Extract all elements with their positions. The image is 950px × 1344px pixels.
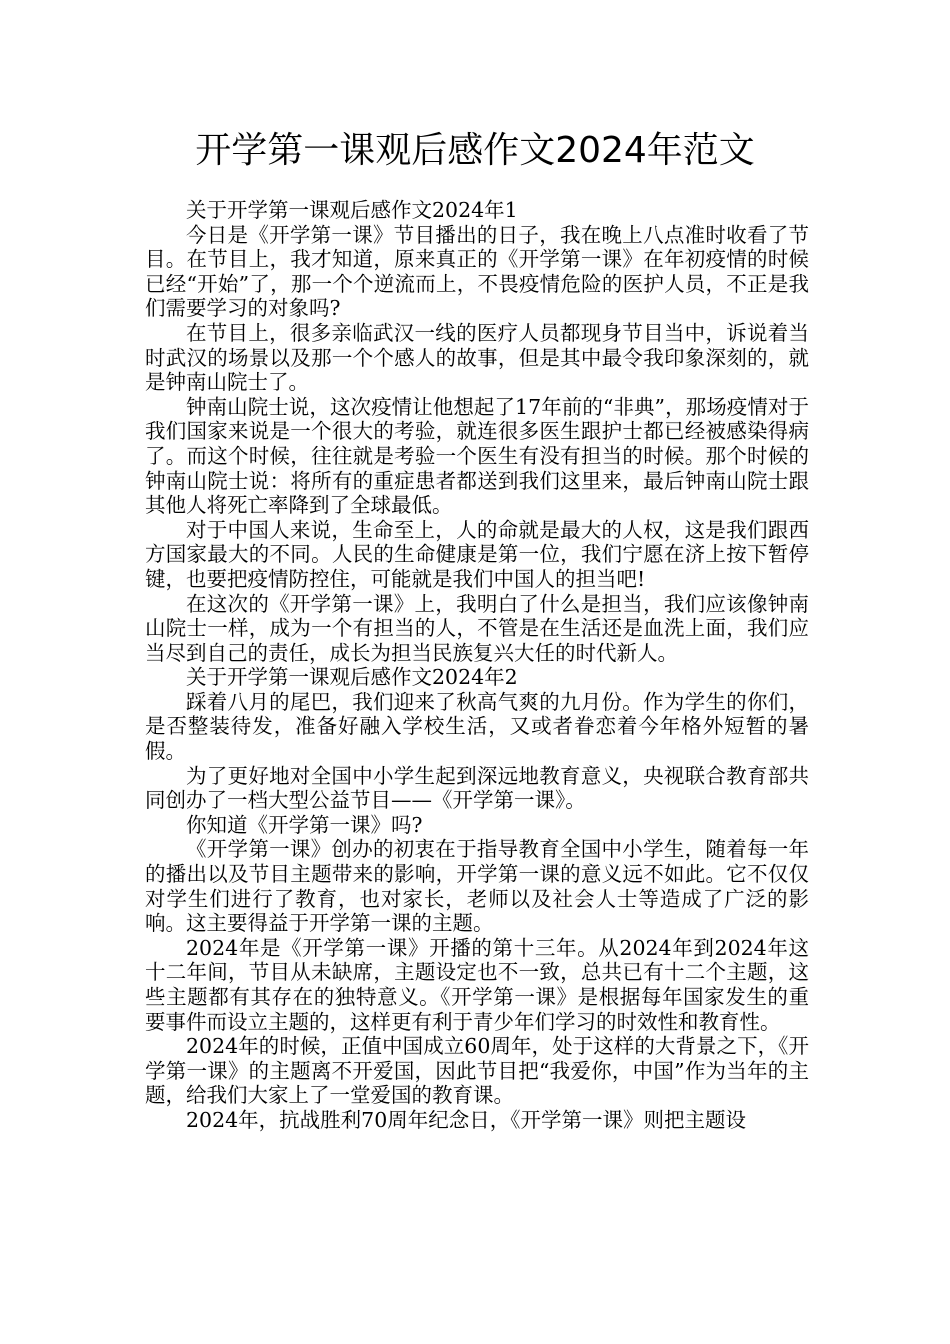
paragraph-section-heading-2: 关于开学第一课观后感作文2024年2 — [186, 665, 518, 690]
paragraph: 踩着八月的尾巴，我们迎来了秋高气爽的九月份。作为学生的你们，是否整装待发，准备好融入学校生活，又或者眷恋着今年格外短暂的暑假。 — [145, 689, 809, 764]
paragraph: 《开学第一课》创办的初衷在于指导教育全国中小学生，随着每一年的播出以及节目主题带来的影响，开学第一课的意义远不如此。它不仅仅对学生们进行了教育，也对家长，老师以及社会人士等造成了广泛的影响。这主要得益于开学第一课的主题。 — [145, 837, 809, 936]
paragraph: 今日是《开学第一课》节目播出的日子，我在晚上八点准时收看了节目。在节目上，我才知道，原来真正的《开学第一课》在年初疫情的时候已经“开始”了，那一个个逆流而上，不畏疫情危险的医护人员，不正是我们需要学习的对象吗? — [145, 222, 809, 321]
paragraph: 你知道《开学第一课》吗? — [186, 812, 423, 837]
paragraph: 钟南山院士说，这次疫情让他想起了17年前的“非典”，那场疫情对于我们国家来说是一个很大的考验，就连很多医生跟护士都已经被感染得病了。而这个时候，往往就是考验一个医生有没有担当的时候。那个时候的钟南山院士说：将所有的重症患者都送到我们这里来，最后钟南山院士跟其他人将死亡率降到了全球最低。 — [145, 394, 809, 518]
paragraph: 2024年，抗战胜利70周年纪念日，《开学第一课》则把主题设 — [186, 1107, 747, 1132]
paragraph: 在这次的《开学第一课》上，我明白了什么是担当，我们应该像钟南山院士一样，成为一个有担当的人，不管是在生活还是血洗上面，我们应当尽到自己的责任，成长为担当民族复兴大任的时代新人。 — [145, 591, 809, 665]
paragraph: 2024年是《开学第一课》开播的第十三年。从2024年到2024年这十二年间，节目从未缺席，主题设定也不一致，总共已有十二个主题，这些主题都有其存在的独特意义。《开学第一课》是根据每年国家发生的重要事件而设立主题的，这样更有利于青少年们学习的时效性和教育性。 — [145, 935, 809, 1034]
paragraph-section-heading-1: 关于开学第一课观后感作文2024年1 — [186, 198, 518, 222]
paragraph: 对于中国人来说，生命至上，人的命就是最大的人权，这是我们跟西方国家最大的不同。人民的生命健康是第一位，我们宁愿在济上按下暂停键，也要把疫情防控住，可能就是我们中国人的担当吧! — [145, 517, 809, 591]
paragraph: 在节目上，很多亲临武汉一线的医疗人员都现身节目当中，诉说着当时武汉的场景以及那一个个感人的故事，但是其中最令我印象深刻的，就是钟南山院士了。 — [145, 320, 809, 395]
document-title: 开学第一课观后感作文2024年范文 — [195, 130, 755, 171]
paragraph: 2024年的时候，正值中国成立60周年，处于这样的大背景之下，《开学第一课》的主题离不开爱国，因此节目把“我爱你，中国”作为当年的主题，给我们大家上了一堂爱国的教育课。 — [145, 1034, 809, 1108]
paragraph: 为了更好地对全国中小学生起到深远地教育意义，央视联合教育部共同创办了一档大型公益节目——《开学第一课》。 — [145, 763, 809, 813]
document-body — [145, 198, 809, 1133]
